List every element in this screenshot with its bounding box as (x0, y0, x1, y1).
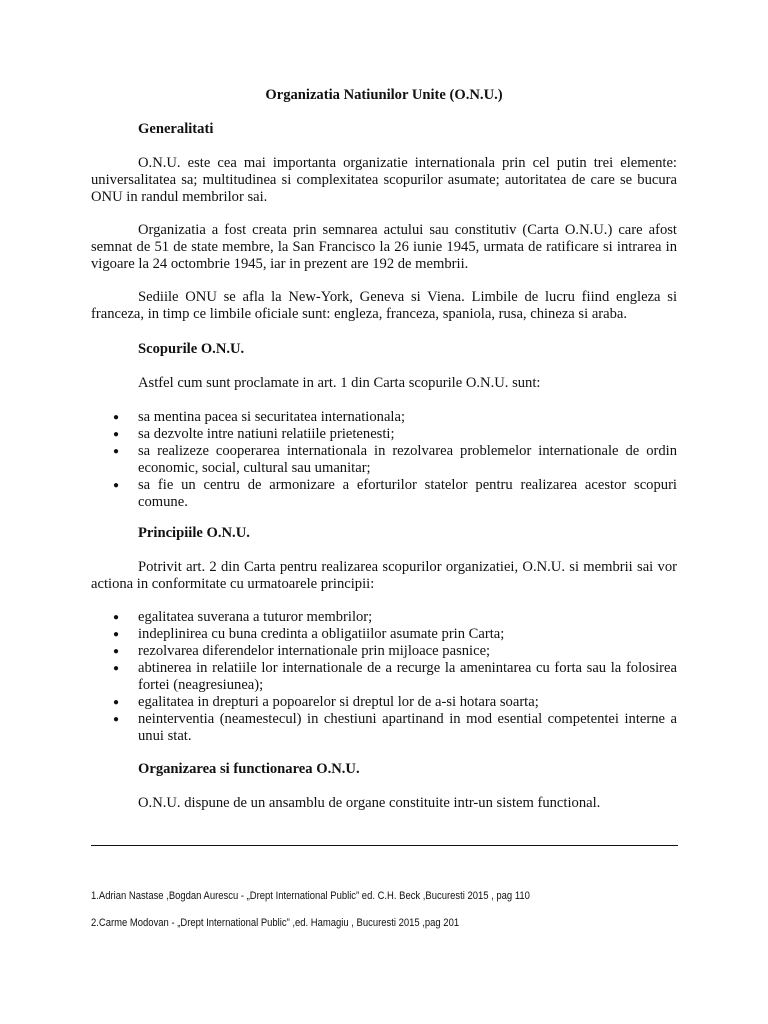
scopurile-intro: Astfel cum sunt proclamate in art. 1 din Carta scopurile O.N.U. sunt: (138, 375, 541, 391)
list-item: ● sa fie un centru de armonizare a eforturilor statelor pentru realizarea acestor scopuri comune. (113, 477, 677, 510)
list-item: ● egalitatea in drepturi a popoarelor si dreptul lor de a-si hotara soarta; (113, 694, 539, 710)
organizarea-paragraph: O.N.U. dispune de un ansamblu de organe constituite intr-un sistem functional. (138, 795, 601, 811)
paragraph-generalitati-2: Organizatia a fost creata prin semnarea actului sau constitutiv (Carta O.N.U.) care afost semnat de 51 de state membre, la San Francisco la 26 iunie 1945, urmata de ratificare si intrarea in vigoare la 24 octombrie 1945, iar in prezent are 192 de membrii. (91, 222, 677, 272)
section-heading-principiile: Principiile O.N.U. (138, 525, 250, 541)
list-item: ● indeplinirea cu buna credinta a obligatiilor asumate prin Carta; (113, 626, 505, 642)
paragraph-generalitati-3: Sediile ONU se afla la New-York, Geneva si Viena. Limbile de lucru fiind engleza si franceza, in timp ce limbile oficiale sunt: engleza, franceza, spaniola, rusa, chineza si araba. (91, 289, 677, 322)
list-item: ● egalitatea suverana a tuturor membrilor; (113, 609, 373, 625)
paragraph-generalitati-1: O.N.U. este cea mai importanta organizatie internationala prin cel putin trei elemente: universalitatea sa; multitudinea si complexitatea scopurilor asumate; autoritatea de care se bucura ONU in randul membrilor sai. (91, 155, 677, 205)
bullet-icon: ● (113, 697, 120, 708)
section-heading-generalitati: Generalitati (138, 121, 214, 137)
bullet-icon: ● (113, 429, 120, 440)
list-item: ● sa realizeze cooperarea internationala in rezolvarea problemelor internationale de ordin economic, social, cultural sau umanitar; (113, 443, 677, 476)
list-item: ● sa dezvolte intre natiuni relatiile prietenesti; (113, 426, 395, 442)
principiile-intro: Potrivit art. 2 din Carta pentru realizarea scopurilor organizatiei, O.N.U. si membrii sai vor actiona in conformitate cu urmatoarele principii: (91, 559, 677, 592)
footnote-1: 1.Adrian Nastase ,Bogdan Aurescu - „Drept International Public” ed. C.H. Beck ,Bucuresti 2015 , pag 110 (91, 890, 530, 902)
bullet-icon: ● (113, 412, 120, 423)
list-item: ● neinterventia (neamestecul) in chestiuni apartinand in mod esential competentei interne a unui stat. (113, 711, 677, 744)
list-item: ● sa mentina pacea si securitatea internationala; (113, 409, 406, 425)
scopurile-list (91, 409, 677, 511)
section-heading-organizarea: Organizarea si functionarea O.N.U. (138, 761, 360, 777)
list-item: ● rezolvarea diferendelor internationale prin mijloace pasnice; (113, 643, 491, 659)
document-title: Organizatia Natiunilor Unite (O.N.U.) (265, 87, 503, 103)
bullet-icon: ● (113, 646, 120, 657)
bullet-icon: ● (113, 663, 120, 674)
bullet-icon: ● (113, 714, 120, 725)
bullet-icon: ● (113, 629, 120, 640)
bullet-icon: ● (113, 612, 120, 623)
footnote-separator (91, 845, 678, 846)
footnote-2: 2.Carme Modovan - „Drept International Public” ,ed. Hamagiu , Bucuresti 2015 ,pag 201 (91, 917, 460, 929)
section-heading-scopurile: Scopurile O.N.U. (138, 341, 245, 357)
bullet-icon: ● (113, 446, 120, 457)
list-item: ● abtinerea in relatiile lor internationale de a recurge la amenintarea cu forta sau la folosirea fortei (neagresiunea); (113, 660, 677, 693)
principiile-list (91, 609, 677, 745)
bullet-icon: ● (113, 480, 120, 491)
